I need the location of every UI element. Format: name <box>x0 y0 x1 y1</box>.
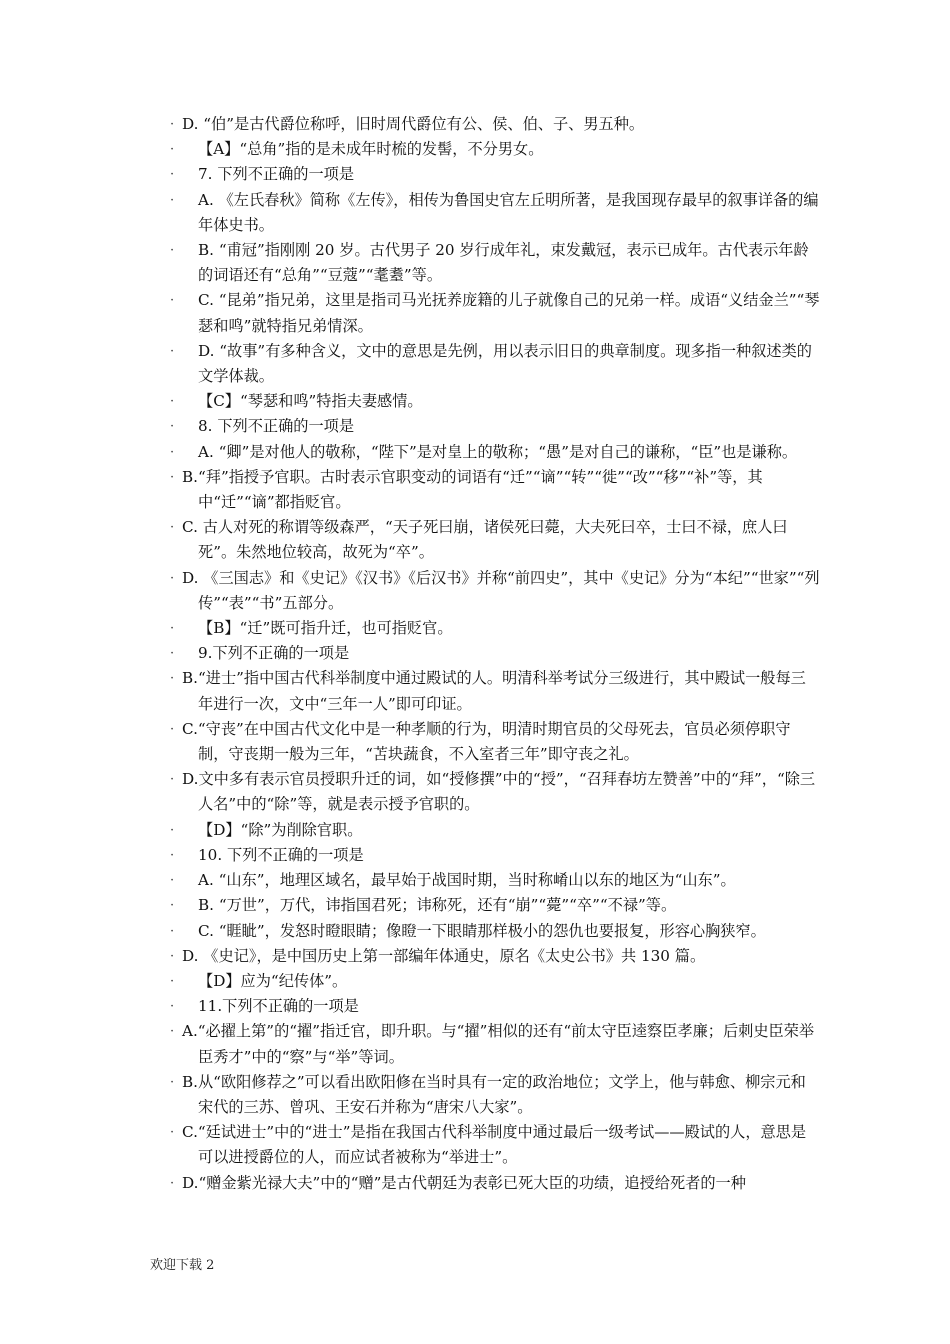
bullet-icon: · <box>170 923 175 939</box>
item-text: 【A】“总角”指的是未成年时梳的发髻，不分男女。 <box>198 140 544 159</box>
list-item <box>170 1120 820 1170</box>
bullet-icon: · <box>170 343 175 359</box>
item-text: C.“廷试进士”中的“进士”是指在我国古代科举制度中通过最后一级考试——殿试的人，意思是可以进授爵位的人，而应试者被称为“举进士”。 <box>182 1123 807 1167</box>
list-item <box>170 893 820 918</box>
bullet-icon: · <box>170 999 175 1015</box>
item-text: B. “甫冠”指刚刚 20 岁。古代男子 20 岁行成年礼，束发戴冠，表示已成年。古代表示年龄的词语还有“总角”“豆蔻”“耄耋”等。 <box>198 241 809 285</box>
item-text: 【D】应为“纪传体”。 <box>198 971 348 990</box>
list-item <box>170 137 820 162</box>
bullet-icon: · <box>170 721 175 737</box>
bullet-icon: · <box>170 772 175 788</box>
bullet-icon: · <box>170 1024 175 1040</box>
bullet-icon: · <box>170 873 175 889</box>
bullet-icon: · <box>170 469 175 485</box>
list-item <box>170 1171 820 1196</box>
bullet-icon: · <box>170 898 175 914</box>
list-item <box>170 1070 820 1120</box>
bullet-icon: · <box>170 1175 175 1191</box>
list-item <box>170 339 820 389</box>
list-item <box>170 818 820 843</box>
item-text: B. “万世”，万代，讳指国君死；讳称死，还有“崩”“薨”“卒”“不禄”等。 <box>198 896 677 915</box>
bullet-icon: · <box>170 192 175 208</box>
item-text: A. “山东”，地理区域名，最早始于战国时期，当时称崤山以东的地区为“山东”。 <box>198 871 736 890</box>
item-text: B.“拜”指授予官职。古时表示官职变动的词语有“迁”“谪”“转”“徙”“改”“移”“补”等，其中“迁”“谪”都指贬官。 <box>182 467 763 512</box>
item-text: D. 《史记》，是中国历史上第一部编年体通史，原名《太史公书》共 130 篇。 <box>182 946 706 965</box>
item-text: 【D】“除”为削除官职。 <box>198 820 363 839</box>
bullet-icon: · <box>170 243 175 259</box>
item-text: D. “伯”是古代爵位称呼，旧时周代爵位有公、侯、伯、子、男五种。 <box>182 115 645 133</box>
list-item <box>170 641 820 666</box>
page-footer: 欢迎下载 2 <box>150 1258 215 1273</box>
bullet-icon: · <box>170 167 175 183</box>
list-item <box>170 919 820 944</box>
item-text: C.“守丧”在中国古代文化中是一种孝顺的行为，明清时期官员的父母死去，官员必须停职守制，守丧期一般为三年，“苫块蔬食，不入室者三年”即守丧之礼。 <box>182 719 791 764</box>
bullet-icon: · <box>170 847 175 863</box>
bullet-icon: · <box>170 394 175 410</box>
bullet-icon: · <box>170 1074 175 1090</box>
bullet-icon: · <box>170 444 175 460</box>
bullet-icon: · <box>170 419 175 435</box>
list-item <box>170 1019 820 1069</box>
item-text: D.“赠金紫光禄大夫”中的“赠”是古代朝廷为表彰已死大臣的功绩，追授给死者的一种 <box>182 1173 746 1192</box>
list-item <box>170 389 820 414</box>
item-text: A. “卿”是对他人的敬称，“陛下”是对皇上的敬称；“愚”是对自己的谦称，“臣”也是谦称。 <box>198 442 798 461</box>
item-text: B.从“欧阳修荐之”可以看出欧阳修在当时具有一定的政治地位；文学上，他与韩愈、柳宗元和宋代的三苏、曾巩、王安石并称为“唐宋八大家”。 <box>182 1072 806 1116</box>
bullet-icon: · <box>170 646 175 662</box>
item-text: 【C】“琴瑟和鸣”特指夫妻感情。 <box>198 392 423 411</box>
list-item <box>170 994 820 1019</box>
bullet-icon: · <box>170 621 175 637</box>
list-item <box>170 767 820 817</box>
bullet-icon: · <box>170 570 175 586</box>
list-item <box>170 414 820 439</box>
bullet-icon: · <box>170 293 175 309</box>
item-text: 11.下列不正确的一项是 <box>198 997 359 1016</box>
list-item <box>170 666 820 716</box>
item-text: 9.下列不正确的一项是 <box>198 644 350 663</box>
list-item <box>170 566 820 616</box>
bullet-icon: · <box>170 671 175 687</box>
list-item <box>170 440 820 465</box>
list-item <box>170 238 820 288</box>
list-item <box>170 515 820 565</box>
bullet-icon: · <box>170 822 175 838</box>
item-text: B.“进士”指中国古代科举制度中通过殿试的人。明清科举考试分三级进行，其中殿试一般每三年进行一次，文中“三年一人”即可印证。 <box>182 669 806 713</box>
bullet-icon: · <box>170 142 175 158</box>
question-list <box>170 112 820 1196</box>
list-item <box>170 188 820 238</box>
item-text: D.文中多有表示官员授职升迁的词，如“授修撰”中的“授”，“召拜春坊左赞善”中的“拜”，“除三人名”中的“除”等，就是表示授予官职的。 <box>182 770 816 814</box>
item-text: A.“必擢上第”的“擢”指迁官，即升职。与“擢”相似的还有“前太守臣逵察臣孝廉；后刺史臣荣举臣秀才”中的“察”与“举”等词。 <box>182 1022 815 1066</box>
bullet-icon: · <box>170 973 175 989</box>
list-item <box>170 843 820 868</box>
list-item <box>170 717 820 767</box>
item-text: C. 古人对死的称谓等级森严，“天子死曰崩，诸侯死曰薨，大夫死曰卒，士曰不禄，庶人曰死”。朱然地位较高，故死为“卒”。 <box>182 518 788 562</box>
item-text: 【B】“迁”既可指升迁，也可指贬官。 <box>198 619 453 638</box>
list-item <box>170 288 820 338</box>
item-text: 10. 下列不正确的一项是 <box>198 845 364 864</box>
item-text: C. “昆弟”指兄弟，这里是指司马光抚养庞籍的儿子就像自己的兄弟一样。成语“义结金兰”“琴瑟和鸣”就特指兄弟情深。 <box>198 291 820 335</box>
item-text: D. “故事”有多种含义，文中的意思是先例，用以表示旧日的典章制度。现多指一种叙述类的文学体裁。 <box>198 341 812 386</box>
item-text: A. 《左氏春秋》简称《左传》，相传为鲁国史官左丘明所著，是我国现存最早的叙事详备的编年体史书。 <box>198 190 819 234</box>
list-item <box>170 616 820 641</box>
bullet-icon: · <box>170 1125 175 1141</box>
bullet-icon: · <box>170 948 175 964</box>
list-item <box>170 868 820 893</box>
item-text: C. “睚眦”，发怒时瞪眼睛；像瞪一下眼睛那样极小的怨仇也要报复，形容心胸狭窄。 <box>198 921 766 940</box>
list-item <box>170 162 820 187</box>
item-text: 8. 下列不正确的一项是 <box>198 417 355 436</box>
item-text: D. 《三国志》和《史记》《汉书》《后汉书》并称“前四史”，其中《史记》分为“本纪”“世家”“列传”“表”“书”五部分。 <box>182 568 820 612</box>
list-item <box>170 969 820 994</box>
list-item <box>170 112 820 137</box>
bullet-icon: · <box>170 117 175 132</box>
list-item <box>170 465 820 515</box>
item-text: 7. 下列不正确的一项是 <box>198 165 355 184</box>
bullet-icon: · <box>170 520 175 536</box>
list-item <box>170 944 820 969</box>
